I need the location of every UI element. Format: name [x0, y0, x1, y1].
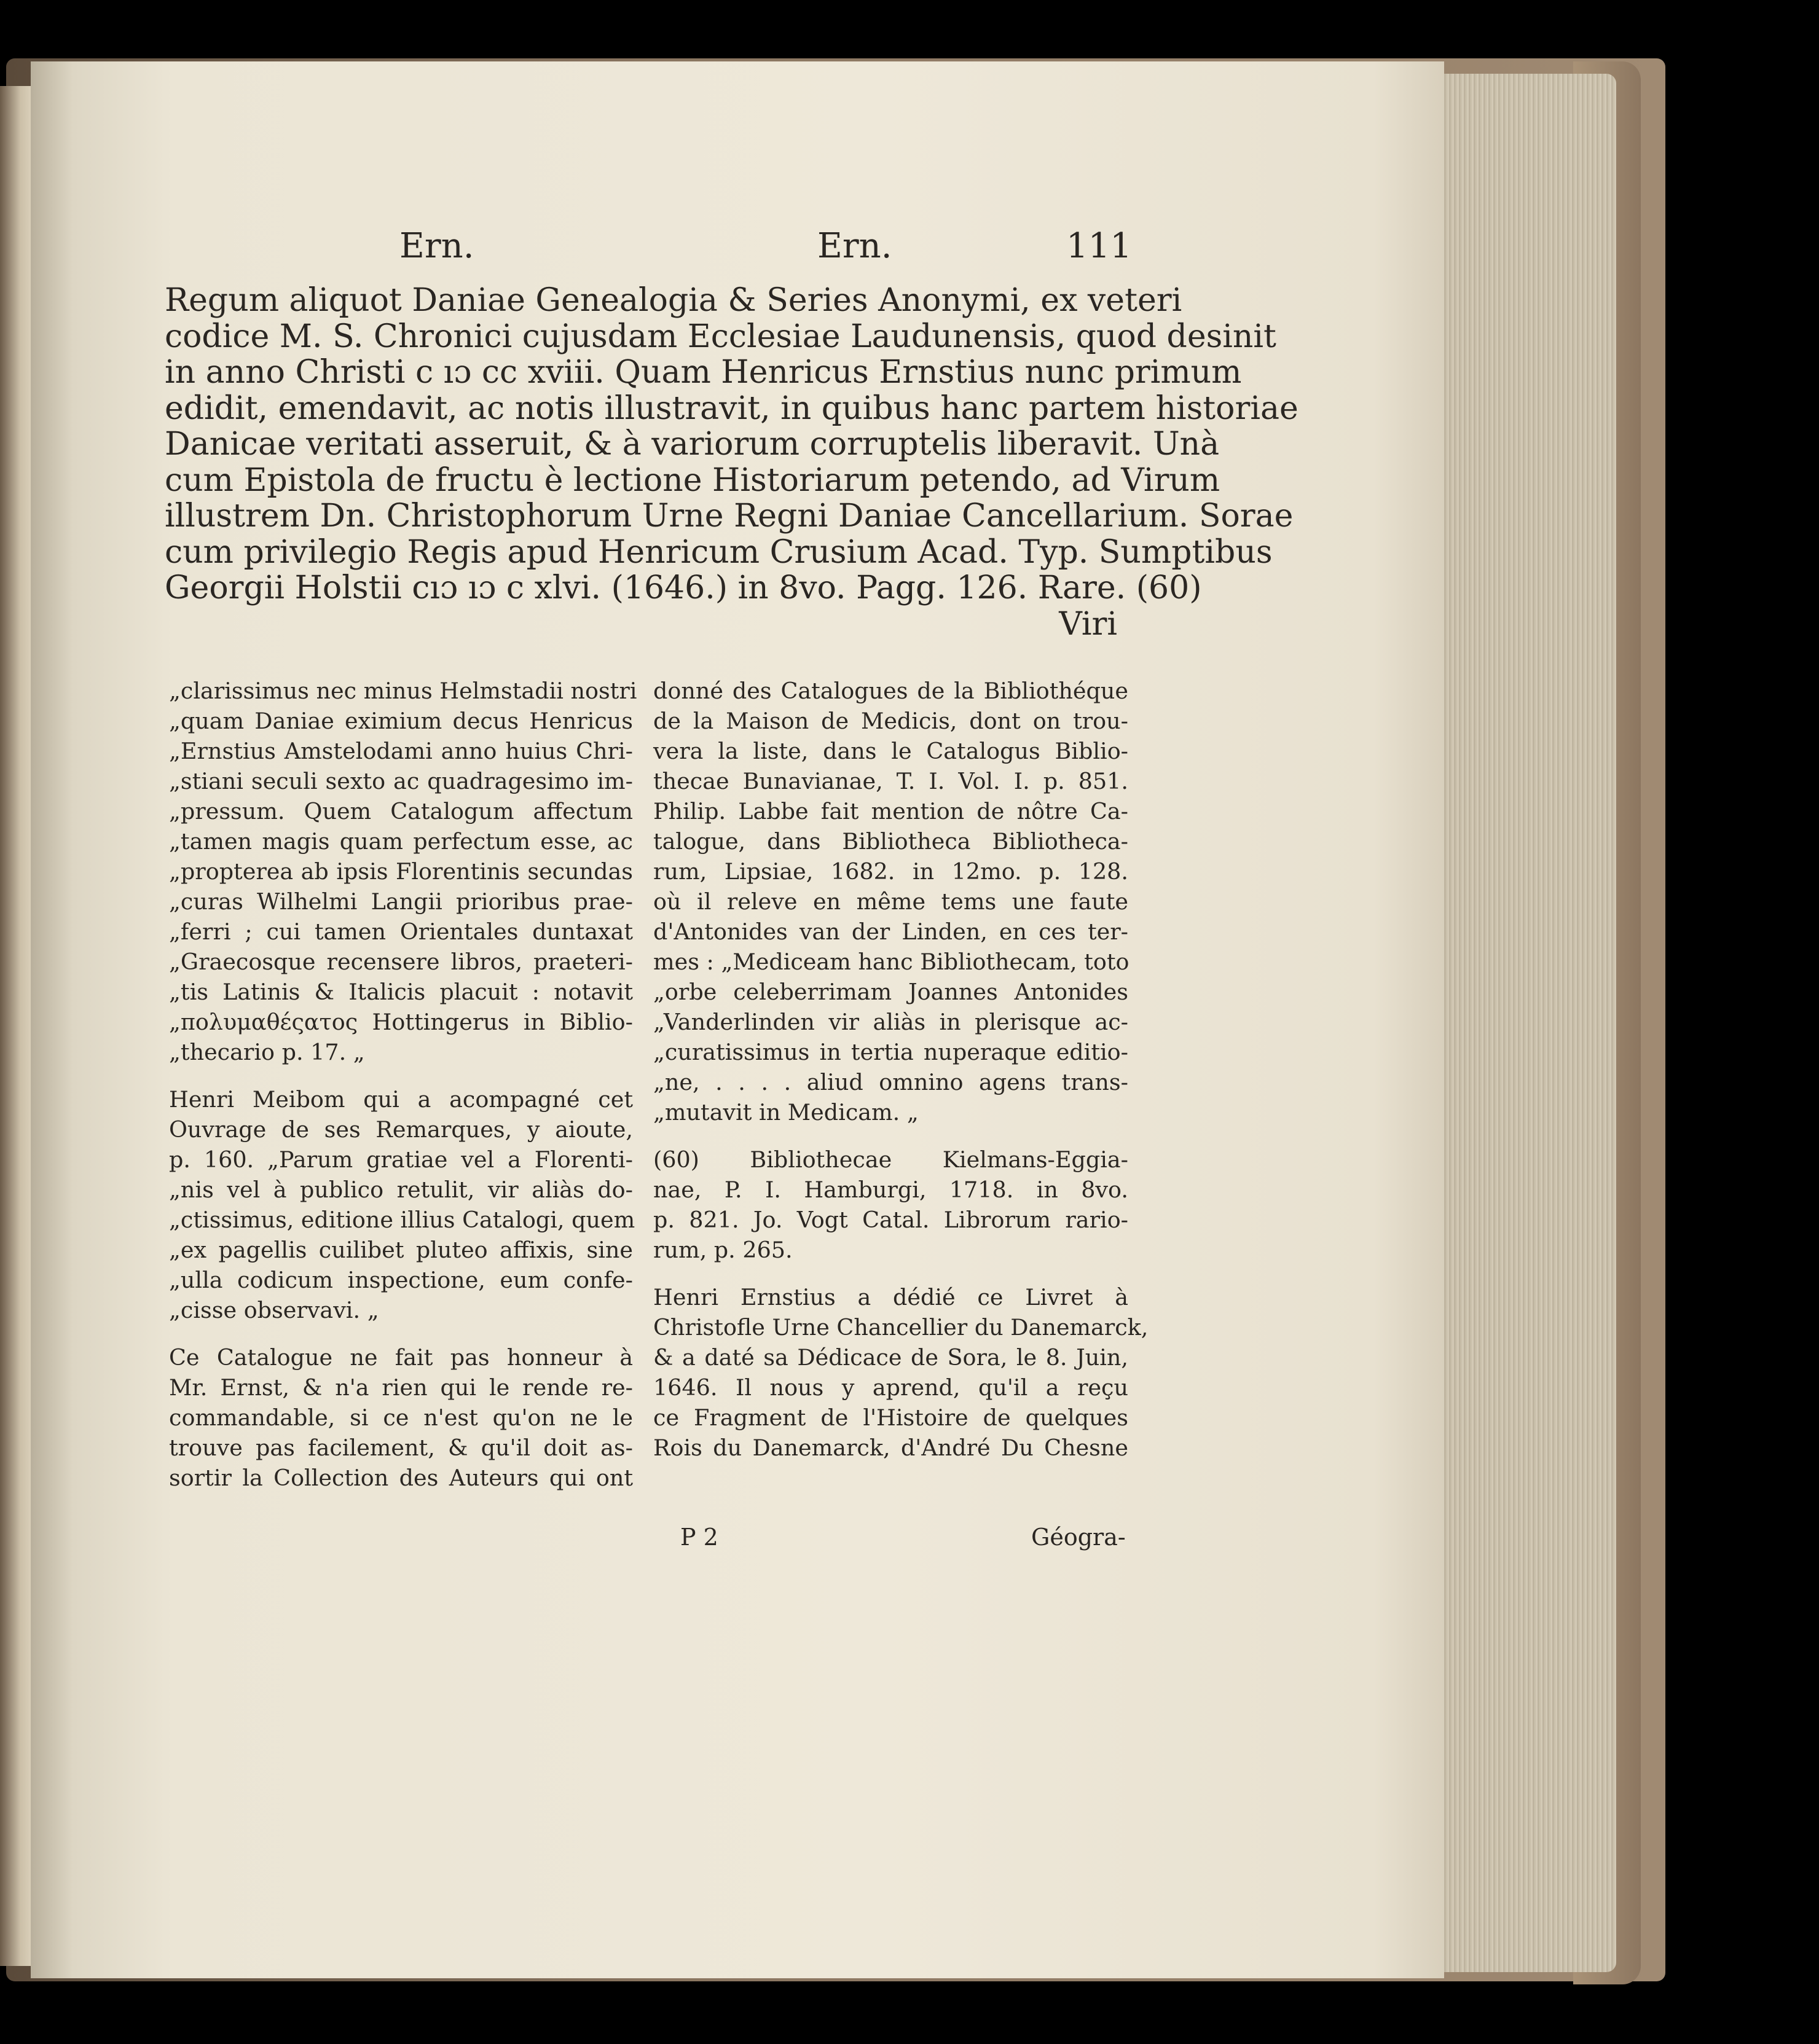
paragraph-gap: [653, 1127, 1128, 1145]
footnote-line: (60) Bibliothecae Kielmans-Eggia-: [653, 1146, 1128, 1173]
footnote-line: p. 821. Jo. Vogt Catal. Librorum rario-: [653, 1207, 1128, 1233]
footnote-line: rum, p. 265.: [653, 1237, 793, 1263]
text-line: „Vanderlinden vir aliàs in plerisque ac-: [653, 1009, 1128, 1035]
text-line: „clarissimus nec minus Helmstadii nostri: [169, 678, 637, 704]
text-line: „Ernstius Amstelodami anno huius Chri-: [169, 738, 633, 764]
bibliographic-entry: [165, 282, 1298, 643]
text-line: „nis vel à publico retulit, vir aliàs do-: [169, 1177, 633, 1203]
text-line: thecae Bunavianae, T. I. Vol. I. p. 851.: [653, 768, 1128, 794]
text-line: „pressum. Quem Catalogum affectum: [169, 798, 633, 824]
text-line: „ex pagellis cuilibet pluteo affixis, sine: [169, 1237, 633, 1263]
left-column: [169, 676, 637, 1493]
entry-line: cum Epistola de fructu è lectione Historiarum petendo, ad Virum: [165, 461, 1220, 499]
text-line: Mr. Ernst, & n'a rien qui le rende re-: [169, 1374, 633, 1401]
text-line: „Graecosque recensere libros, praeteri-: [169, 949, 633, 975]
text-line: „cisse observavi. „: [169, 1297, 379, 1323]
entry-line: in anno Christi c ıɔ cc xviii. Quam Henricus Ernstius nunc primum: [165, 354, 1242, 391]
facing-page-edge: [0, 86, 34, 1966]
text-line: talogue, dans Bibliotheca Bibliotheca-: [653, 828, 1128, 855]
text-line: p. 160. „Parum gratiae vel a Florenti-: [169, 1146, 633, 1173]
text-line: d'Antonides van der Linden, en ces ter-: [653, 918, 1128, 945]
text-line: „mutavit in Medicam. „: [653, 1099, 919, 1126]
text-line: Ouvrage de ses Remarques, y aioute,: [169, 1116, 633, 1143]
text-line: „orbe celeberrimam Joannes Antonides: [653, 979, 1128, 1005]
text-line: commandable, si ce n'est qu'on ne le: [169, 1404, 633, 1431]
text-line: „propterea ab ipsis Florentinis secundas: [169, 858, 633, 885]
text-line: trouve pas facilement, & qu'il doit as-: [169, 1435, 633, 1461]
text-line: „thecario p. 17. „: [169, 1039, 365, 1065]
footnote-line: nae, P. I. Hamburgi, 1718. in 8vo.: [653, 1177, 1128, 1203]
catchword: Géogra-: [1031, 1524, 1126, 1551]
text-line: Henri Meibom qui a acompagné cet: [169, 1086, 633, 1113]
text-line: où il releve en même tems une faute: [653, 888, 1128, 915]
text-line: Christofle Urne Chancellier du Danemarck,: [653, 1314, 1149, 1341]
text-line: „ferri ; cui tamen Orientales duntaxat: [169, 918, 633, 945]
paragraph-gap: [653, 1265, 1128, 1282]
text-line: Ce Catalogue ne fait pas honneur à: [169, 1344, 633, 1371]
page-block-edges: [1432, 74, 1616, 1972]
running-head-left: Ern.: [399, 226, 474, 266]
text-line: donné des Catalogues de la Bibliothéque: [653, 678, 1128, 704]
right-column: [653, 676, 1149, 1463]
text-line: „stiani seculi sexto ac quadragesimo im-: [169, 768, 633, 794]
text-line: & a daté sa Dédicace de Sora, le 8. Juin,: [653, 1344, 1128, 1371]
signature-mark: P 2: [680, 1524, 718, 1551]
text-line: „ulla codicum inspectione, eum confe-: [169, 1267, 633, 1293]
text-line: „tis Latinis & Italicis placuit : notavit: [169, 979, 633, 1005]
text-line: sortir la Collection des Auteurs qui ont: [169, 1465, 633, 1491]
paragraph-gap: [169, 1067, 633, 1084]
text-line: „tamen magis quam perfectum esse, ac: [169, 828, 633, 855]
text-line: „ctissimus, editione illius Catalogi, quem: [169, 1207, 635, 1233]
entry-line: cum privilegio Regis apud Henricum Crusium Acad. Typ. Sumptibus: [165, 533, 1273, 571]
text-line: Philip. Labbe fait mention de nôtre Ca-: [653, 798, 1128, 824]
text-line: Henri Ernstius a dédié ce Livret à: [653, 1284, 1128, 1310]
text-line: Rois du Danemarck, d'André Du Chesne: [653, 1435, 1128, 1461]
text-line: vera la liste, dans le Catalogus Biblio-: [653, 738, 1128, 764]
text-line: „curatissimus in tertia nuperaque editio-: [653, 1039, 1128, 1065]
entry-line: edidit, emendavit, ac notis illustravit, in quibus hanc partem historiae: [165, 390, 1298, 427]
entry-line: illustrem Dn. Christophorum Urne Regni Daniae Cancellarium. Sorae: [165, 498, 1294, 534]
text-line: „quam Daniae eximium decus Henricus: [169, 708, 633, 734]
entry-line: Viri: [1059, 605, 1117, 643]
running-head-center: Ern.: [817, 226, 892, 266]
entry-line: codice M. S. Chronici cujusdam Ecclesiae Laudunensis, quod desinit: [165, 318, 1276, 355]
entry-line: Georgii Holstii cıɔ ıɔ c xlvi. (1646.) in 8vo. Pagg. 126. Rare. (60): [165, 570, 1202, 606]
text-line: de la Maison de Medicis, dont on trou-: [653, 708, 1128, 734]
text-line: „ne, . . . . aliud omnino agens trans-: [653, 1069, 1128, 1095]
entry-line: Danicae veritati asseruit, & à variorum corruptelis liberavit. Unà: [165, 426, 1220, 463]
page-number: 111: [1066, 226, 1132, 266]
paragraph-gap: [169, 1325, 633, 1342]
text-line: rum, Lipsiae, 1682. in 12mo. p. 128.: [653, 858, 1128, 885]
text-line: „πολυμαθέςατος Hottingerus in Biblio-: [169, 1009, 633, 1035]
text-line: mes : „Mediceam hanc Bibliothecam, toto: [653, 949, 1130, 975]
text-line: ce Fragment de l'Histoire de quelques: [653, 1404, 1128, 1431]
text-line: 1646. Il nous y aprend, qu'il a reçu: [653, 1374, 1128, 1401]
text-line: „curas Wilhelmi Langii prioribus prae-: [169, 888, 633, 915]
entry-line: Regum aliquot Daniae Genealogia & Series Anonymi, ex veteri: [165, 282, 1182, 319]
